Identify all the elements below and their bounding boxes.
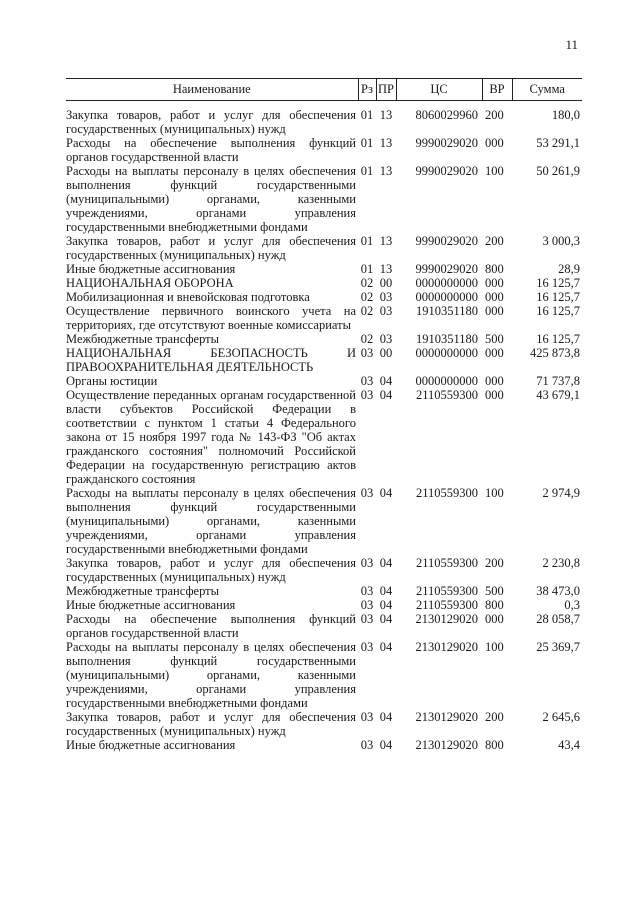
cell-cs: 9990029020	[415, 234, 478, 248]
cell-pr: 00	[379, 276, 393, 290]
cell-cs: 9990029020	[415, 262, 478, 276]
table-row	[66, 108, 582, 136]
cell-rz: 03	[360, 710, 374, 724]
cell-vr: 500	[485, 332, 504, 346]
cell-cs: 2130129020	[415, 710, 478, 724]
cell-name: Межбюджетные трансферты	[66, 584, 220, 598]
cell-name: Закупка товаров, работ и услуг для обеспечения государственных (муниципальных) нужд	[66, 710, 356, 738]
cell-name: Иные бюджетные ассигнования	[66, 262, 236, 276]
cell-sum: 50 261,9	[536, 164, 580, 178]
table-row	[66, 640, 582, 710]
table-row	[66, 332, 582, 346]
cell-sum: 16 125,7	[536, 304, 580, 318]
cell-name: Иные бюджетные ассигнования	[66, 598, 236, 612]
cell-rz: 02	[360, 304, 374, 318]
cell-cs: 8060029960	[415, 108, 478, 122]
cell-sum: 43,4	[558, 738, 580, 752]
table-row	[66, 738, 582, 752]
header-rz: Рз	[358, 79, 376, 101]
cell-pr: 13	[379, 108, 393, 122]
cell-vr: 100	[485, 486, 504, 500]
cell-cs: 9990029020	[415, 136, 478, 150]
cell-cs: 0000000000	[415, 276, 478, 290]
cell-rz: 03	[360, 738, 374, 752]
cell-vr: 200	[485, 108, 504, 122]
cell-rz: 02	[360, 276, 374, 290]
cell-vr: 100	[485, 164, 504, 178]
cell-sum: 16 125,7	[536, 290, 580, 304]
table-row	[66, 584, 582, 598]
cell-name: Закупка товаров, работ и услуг для обеспечения государственных (муниципальных) нужд	[66, 108, 356, 136]
cell-rz: 03	[360, 612, 374, 626]
cell-sum: 71 737,8	[536, 374, 580, 388]
cell-pr: 03	[379, 332, 393, 346]
cell-sum: 2 645,6	[542, 710, 580, 724]
cell-vr: 200	[485, 710, 504, 724]
table-row	[66, 262, 582, 276]
table-row	[66, 304, 582, 332]
cell-pr: 13	[379, 262, 393, 276]
cell-cs: 0000000000	[415, 290, 478, 304]
cell-rz: 01	[360, 262, 374, 276]
cell-cs: 2110559300	[415, 556, 478, 570]
cell-sum: 180,0	[551, 108, 580, 122]
cell-rz: 03	[360, 640, 374, 654]
cell-sum: 53 291,1	[536, 136, 580, 150]
cell-vr: 000	[485, 136, 504, 150]
cell-cs: 0000000000	[415, 346, 478, 360]
cell-sum: 28 058,7	[536, 612, 580, 626]
cell-pr: 04	[379, 374, 393, 388]
header-sum: Сумма	[512, 79, 582, 101]
cell-name: Закупка товаров, работ и услуг для обеспечения государственных (муниципальных) нужд	[66, 234, 356, 262]
table-body	[66, 101, 582, 753]
cell-pr: 04	[379, 584, 393, 598]
cell-rz: 03	[360, 486, 374, 500]
cell-sum: 16 125,7	[536, 332, 580, 346]
table-row	[66, 556, 582, 584]
cell-cs: 1910351180	[415, 332, 478, 346]
table-row	[66, 164, 582, 234]
header-cs: ЦС	[396, 79, 482, 101]
cell-sum: 43 679,1	[536, 388, 580, 402]
header-name: Наименование	[66, 79, 358, 101]
cell-vr: 000	[485, 346, 504, 360]
table-row	[66, 374, 582, 388]
cell-vr: 200	[485, 556, 504, 570]
cell-name: НАЦИОНАЛЬНАЯ ОБОРОНА	[66, 276, 234, 290]
cell-cs: 2130129020	[415, 738, 478, 752]
table-row	[66, 388, 582, 486]
cell-vr: 800	[485, 262, 504, 276]
cell-cs: 9990029020	[415, 164, 478, 178]
cell-rz: 01	[360, 136, 374, 150]
cell-name: Осуществление первичного воинского учета на территориях, где отсутствуют военные комиссариаты	[66, 304, 356, 332]
cell-pr: 04	[379, 738, 393, 752]
cell-vr: 000	[485, 290, 504, 304]
cell-rz: 03	[360, 556, 374, 570]
cell-sum: 3 000,3	[542, 234, 580, 248]
cell-name: НАЦИОНАЛЬНАЯ БЕЗОПАСНОСТЬ И ПРАВООХРАНИТЕЛЬНАЯ ДЕЯТЕЛЬНОСТЬ	[66, 346, 356, 374]
cell-sum: 0,3	[564, 598, 580, 612]
cell-sum: 28,9	[558, 262, 580, 276]
cell-rz: 01	[360, 108, 374, 122]
cell-pr: 04	[379, 640, 393, 654]
header-vr: ВР	[482, 79, 512, 101]
cell-cs: 2110559300	[415, 598, 478, 612]
cell-pr: 00	[379, 346, 393, 360]
table-row	[66, 710, 582, 738]
cell-name: Расходы на обеспечение выполнения функций органов государственной власти	[66, 612, 356, 640]
table-row	[66, 612, 582, 640]
cell-sum: 16 125,7	[536, 276, 580, 290]
cell-name: Расходы на обеспечение выполнения функций органов государственной власти	[66, 136, 356, 164]
table-row	[66, 346, 582, 374]
cell-rz: 03	[360, 388, 374, 402]
cell-pr: 04	[379, 556, 393, 570]
cell-rz: 02	[360, 290, 374, 304]
cell-pr: 04	[379, 612, 393, 626]
cell-vr: 000	[485, 276, 504, 290]
cell-pr: 03	[379, 290, 393, 304]
cell-pr: 13	[379, 234, 393, 248]
cell-rz: 03	[360, 598, 374, 612]
cell-sum: 38 473,0	[536, 584, 580, 598]
cell-rz: 01	[360, 164, 374, 178]
cell-name: Межбюджетные трансферты	[66, 332, 220, 346]
cell-vr: 800	[485, 598, 504, 612]
budget-table	[66, 78, 582, 752]
cell-name: Расходы на выплаты персоналу в целях обеспечения выполнения функций государственными (муниципальными) органами, казенными учреждениями, органами управления государственными внебюджетными фондами	[66, 164, 356, 234]
cell-rz: 03	[360, 584, 374, 598]
cell-vr: 200	[485, 234, 504, 248]
cell-pr: 04	[379, 388, 393, 402]
cell-name: Закупка товаров, работ и услуг для обеспечения государственных (муниципальных) нужд	[66, 556, 356, 584]
cell-vr: 100	[485, 640, 504, 654]
cell-rz: 03	[360, 374, 374, 388]
cell-cs: 2130129020	[415, 612, 478, 626]
cell-rz: 03	[360, 346, 374, 360]
cell-cs: 1910351180	[415, 304, 478, 318]
cell-sum: 425 873,8	[530, 346, 580, 360]
cell-cs: 2130129020	[415, 640, 478, 654]
table-row	[66, 136, 582, 164]
cell-rz: 02	[360, 332, 374, 346]
cell-name: Органы юстиции	[66, 374, 158, 388]
table-row	[66, 276, 582, 290]
table-header	[66, 79, 582, 101]
cell-pr: 13	[379, 136, 393, 150]
cell-pr: 04	[379, 598, 393, 612]
cell-pr: 04	[379, 486, 393, 500]
cell-sum: 25 369,7	[536, 640, 580, 654]
cell-cs: 0000000000	[415, 374, 478, 388]
header-spacer	[66, 101, 582, 109]
table-row	[66, 598, 582, 612]
cell-vr: 000	[485, 374, 504, 388]
cell-sum: 2 230,8	[542, 556, 580, 570]
cell-name: Расходы на выплаты персоналу в целях обеспечения выполнения функций государственными (муниципальными) органами, казенными учреждениями, органами управления государственными внебюджетными фондами	[66, 640, 356, 710]
cell-vr: 500	[485, 584, 504, 598]
cell-cs: 2110559300	[415, 388, 478, 402]
table-row	[66, 290, 582, 304]
cell-vr: 000	[485, 304, 504, 318]
cell-name: Мобилизационная и вневойсковая подготовка	[66, 290, 310, 304]
cell-name: Расходы на выплаты персоналу в целях обеспечения выполнения функций государственными (муниципальными) органами, казенными учреждениями, органами управления государственными внебюджетными фондами	[66, 486, 356, 556]
header-pr: ПР	[376, 79, 396, 101]
cell-vr: 000	[485, 612, 504, 626]
cell-cs: 2110559300	[415, 486, 478, 500]
cell-name: Иные бюджетные ассигнования	[66, 738, 236, 752]
table-row	[66, 234, 582, 262]
cell-rz: 01	[360, 234, 374, 248]
cell-cs: 2110559300	[415, 584, 478, 598]
cell-name: Осуществление переданных органам государственной власти субъектов Российской Федерации в соответствии с пунктом 1 статьи 4 Федерального закона от 15 ноября 1997 года № 143-ФЗ "Об актах гражданского состояния" полномочий Российской Федерации на государственную регистрацию актов гражданского состояния	[66, 388, 356, 486]
cell-sum: 2 974,9	[542, 486, 580, 500]
cell-pr: 13	[379, 164, 393, 178]
cell-pr: 03	[379, 304, 393, 318]
page-number: 11	[565, 37, 578, 52]
table-row	[66, 486, 582, 556]
cell-pr: 04	[379, 710, 393, 724]
cell-vr: 000	[485, 388, 504, 402]
cell-vr: 800	[485, 738, 504, 752]
